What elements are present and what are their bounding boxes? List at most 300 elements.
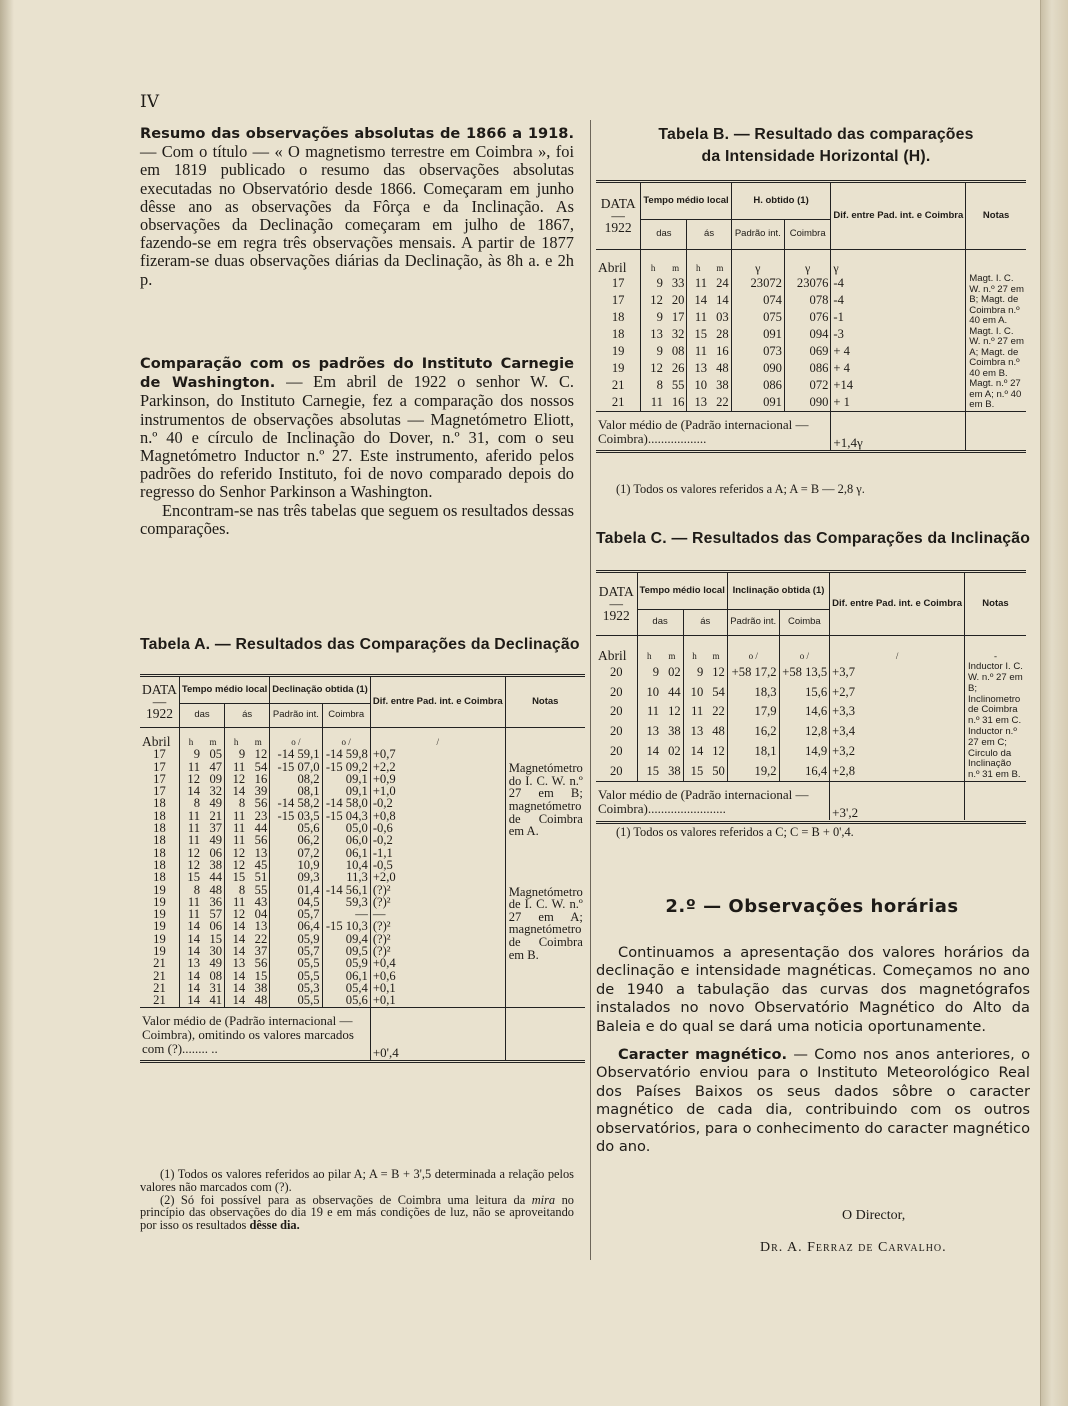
table-c-cell: 48 [705, 722, 727, 742]
table-b-cell: 17 [596, 291, 641, 308]
table-b-row [596, 308, 1026, 325]
table-a-cell: +0,8 [370, 810, 505, 822]
table-c-cell: 20 [596, 682, 637, 702]
table-b-cell: 069 [784, 342, 830, 359]
table-b-cell: 091 [731, 325, 784, 342]
table-a-cell: 14 [232, 919, 246, 934]
table-c-row [596, 682, 1026, 702]
section-2-body [596, 944, 1030, 1156]
table-a-cell: 17 [140, 748, 179, 760]
table-b-cell: 090 [731, 359, 784, 376]
table-a-cell: 8 [238, 796, 246, 811]
table-b-grid [596, 180, 1026, 453]
table-c-cell: 15 [690, 763, 704, 778]
signature-name: Dr. A. Ferraz de Carvalho. [760, 1240, 947, 1255]
table-c-cell: 12 [661, 702, 683, 722]
table-c-tempo-header: Tempo médio local [637, 572, 727, 610]
table-b-cell: 17 [665, 308, 687, 325]
table-c-cell: 20 [596, 722, 637, 742]
table-a-cell: -0,2 [370, 797, 505, 809]
table-a-cell: 12 [187, 845, 200, 860]
table-a-cell: 51 [247, 871, 270, 883]
table-a-cell: 38 [202, 859, 225, 871]
table-b-padrao-header: Padrão int. [731, 220, 784, 250]
table-a-tempo-header: Tempo médio local [179, 676, 269, 704]
table-a-cell: 21 [140, 970, 179, 982]
table-a-cell: +0,4 [370, 957, 505, 969]
table-a-cell: -15 09,2 [322, 761, 370, 773]
table-a-cell: — [322, 908, 370, 920]
table-b-cell: -3 [831, 325, 966, 342]
table-a-cell: 04 [247, 908, 270, 920]
table-b-cell: 22 [709, 394, 731, 412]
table-a-cell: 21 [202, 810, 225, 822]
table-a-cell: 06,1 [322, 970, 370, 982]
table-a-cell: -1,1 [370, 847, 505, 859]
table-b-cell: 10 [694, 377, 708, 392]
table-a-cell: 32 [202, 785, 225, 797]
table-a-cell: -14 59,8 [322, 748, 370, 760]
table-a-footnotes [140, 1168, 574, 1232]
table-c-row [596, 662, 1026, 682]
table-a-unit-m1: m [202, 728, 225, 749]
table-a-cell: 47 [202, 761, 225, 773]
table-a-cell: 05,5 [270, 994, 322, 1007]
table-c-cell: 50 [705, 761, 727, 782]
table-a-cell: +2,2 [370, 761, 505, 773]
table-a-cell: 49 [202, 957, 225, 969]
table-a-cell: 16 [247, 773, 270, 785]
table-a-cell: 05,9 [322, 957, 370, 969]
table-a-cell: 18 [140, 834, 179, 846]
table-a-cell: 11 [233, 821, 246, 836]
table-c-cell: 11 [646, 704, 660, 719]
table-c-cell: +2,7 [830, 682, 965, 702]
table-a-cell: -14 56,1 [322, 884, 370, 896]
table-a-cell: 11,3 [322, 871, 370, 883]
table-a-cell: 14 [232, 944, 246, 959]
table-b-cell: 20 [665, 291, 687, 308]
table-b-month: Abril [596, 250, 641, 275]
table-a-cell: 56 [247, 834, 270, 846]
table-b-mean-label: Valor médio de (Padrão internacional — Coimbra).................. [598, 416, 809, 446]
table-a-cell: +0,7 [370, 748, 505, 760]
table-c-title: Tabela C. — Resultados das Comparações da Inclinação [596, 530, 1031, 547]
table-c-cell: +3,2 [830, 741, 965, 761]
table-c [596, 570, 1028, 824]
table-b-cell: 12 [650, 292, 663, 307]
table-a-notas-header: Notas [532, 695, 559, 707]
table-c-cell: 12 [705, 741, 727, 761]
carnegie-text: — Em abril de 1922 o senhor W. C. Parkinson, do Instituto Carnegie, fez a comparação dos nossos instrumentos de observações absolutas — Magnetómetro Eliott, n.º 40 e círculo de Inclinação do Dover, n.º 31, com o seu Magnetómetro Inductor n.º 27. Este instrumento, aferido pelos padrões do referido Instituto, foi de novo comparado depois do regresso do Senhor Parkinson a Washington. [140, 372, 574, 502]
intro-section [140, 124, 574, 289]
table-b-notes [966, 274, 1026, 411]
caracter-text: — Como nos anos anteriores, o Observatório enviou para o Instituto Meteorológico Real dos Países Baixos os seus dados sôbre o caracter magnético de cada dia, contribuindo com os outros observatórios, para o conhecimento do caracter magnético do ano. [596, 1046, 1031, 1156]
table-c-cell: 02 [661, 662, 683, 682]
table-b-cell: 13 [650, 326, 663, 341]
table-b-unit-g3: γ [831, 250, 966, 275]
table-b-cell: +14 [831, 376, 966, 393]
table-a-cell: (?)² [370, 920, 505, 932]
table-b-row [596, 325, 1026, 342]
table-a-cell: 12 [187, 771, 200, 786]
table-a-cell: 11 [187, 808, 200, 823]
table-a-cell: +0,1 [370, 994, 505, 1007]
table-b-cell: 086 [731, 376, 784, 393]
table-a-cell: 11 [233, 808, 246, 823]
table-a-cell: 11 [187, 833, 200, 848]
table-c-cell: 14 [690, 743, 704, 758]
table-a-cell: 56 [247, 797, 270, 809]
table-b-cell: 12 [650, 360, 663, 375]
table-c-cell: 22 [705, 702, 727, 722]
table-b-cell: 13 [694, 360, 708, 375]
table-a-cell: 12 [232, 857, 246, 872]
table-c-mean-label: Valor médio de (Padrão internacional — Coimbra)........................ [598, 787, 809, 817]
table-b [596, 180, 1028, 453]
table-b-mean-row [596, 411, 1026, 450]
table-a-cell: 13 [232, 956, 246, 971]
table-b-cell: 090 [784, 394, 830, 412]
table-a-cell: -15 10,3 [322, 920, 370, 932]
table-a-cell: 19 [140, 908, 179, 920]
table-a-cell: 05,7 [270, 945, 322, 957]
table-c-padrao-header: Padrão int. [727, 610, 779, 636]
table-a-cell: 14 [187, 944, 200, 959]
table-a-cell: 19 [140, 933, 179, 945]
table-b-row [596, 291, 1026, 308]
table-c-cell: 17,9 [727, 702, 779, 722]
table-a-cell: 06,1 [322, 847, 370, 859]
table-b-cell: 073 [731, 342, 784, 359]
table-a-cell: 09,3 [270, 871, 322, 883]
table-b-cell: 11 [694, 343, 708, 358]
table-a-padrao-header: Padrão int. [270, 704, 322, 728]
table-b-row [596, 394, 1026, 412]
table-a-cell: 15 [247, 970, 270, 982]
table-a-cell: -14 58,2 [270, 797, 322, 809]
table-c-cell: 02 [661, 741, 683, 761]
table-b-unit-g2: γ [784, 250, 830, 275]
table-c-unit-m1: m [661, 636, 683, 663]
table-a-cell: 08,1 [270, 785, 322, 797]
table-b-cell: 23072 [731, 274, 784, 291]
table-b-coimbra-header: Coimbra [784, 220, 830, 250]
table-a-cell: 09 [202, 773, 225, 785]
table-c-cell: 13 [690, 724, 704, 739]
table-a-cell: 21 [140, 982, 179, 994]
table-a-cell: -15 07,0 [270, 761, 322, 773]
table-b-cell: 19 [596, 342, 641, 359]
table-b-as-header: ás [687, 220, 731, 250]
table-b-cell: 32 [665, 325, 687, 342]
table-a-cell: 18 [140, 822, 179, 834]
table-a-cell: 59,3 [322, 896, 370, 908]
table-c-unit-m2: m [705, 636, 727, 663]
table-b-date-header: DATA — 1922 [596, 182, 641, 250]
table-b-cell: + 4 [831, 359, 966, 376]
table-a-cell: 01,4 [270, 884, 322, 896]
table-a-cell: 11 [233, 833, 246, 848]
table-c-cell: 38 [661, 761, 683, 782]
table-b-notas-header: Notas [982, 209, 1010, 221]
table-a-cell: 06,0 [322, 834, 370, 846]
table-a-cell: 13 [247, 920, 270, 932]
scan-shadow [0, 0, 14, 1406]
table-b-cell: 24 [709, 274, 731, 291]
table-a-cell: +0,1 [370, 982, 505, 994]
table-a-cell: 15 [202, 933, 225, 945]
table-a-cell: 36 [202, 896, 225, 908]
table-a-cell: 11 [187, 894, 200, 909]
table-a-cell: 55 [247, 884, 270, 896]
table-a-cell: 19 [140, 884, 179, 896]
table-b-cell: 18 [596, 325, 641, 342]
table-a-cell: 19 [140, 896, 179, 908]
table-a-footnote-1: (1) Todos os valores referidos ao pilar A; A = B + 3',5 determinada a relação pelos valores não marcados com (?). [140, 1167, 574, 1194]
intro-heading: Resumo das observações absolutas de 1866 a 1918. [140, 125, 574, 142]
table-c-cell: 20 [596, 761, 637, 782]
table-a-cell: 14 [187, 980, 200, 995]
signature-role: O Director, [842, 1208, 906, 1223]
table-a-unit-m2: m [247, 728, 270, 749]
table-b-unit-h1: h [650, 263, 656, 273]
table-a-note-1: Magnetómetro do I. C. W. n.º 27 em B; magnetómetro de Coimbra em A. [508, 761, 583, 839]
table-c-unit-h2: h [692, 651, 697, 661]
table-a-cell: 22 [247, 933, 270, 945]
page-edge [1040, 0, 1068, 1406]
table-b-tempo-header: Tempo médio local [641, 182, 731, 220]
section-2-paragraph-2 [596, 1046, 1030, 1156]
table-c-unit-dm1: o / [727, 636, 779, 663]
table-a-cell: -15 03,5 [270, 810, 322, 822]
table-a-mean-value: +0',4 [370, 1007, 505, 1060]
table-c-coimbra-header: Coimba [779, 610, 830, 636]
table-b-obtido-header: H. obtido (1) [731, 182, 831, 220]
table-a-das-header: das [179, 704, 224, 728]
table-b-unit-m1: m [665, 250, 687, 275]
table-a-cell: 9 [193, 747, 200, 762]
table-c-cell: 18,1 [727, 741, 779, 761]
table-a-row [140, 884, 585, 896]
table-b-cell: 03 [709, 308, 731, 325]
table-c-cell: +3,3 [830, 702, 965, 722]
table-a-as-header: ás [225, 704, 270, 728]
table-a-cell: 9 [238, 747, 246, 762]
table-b-cell: 48 [709, 359, 731, 376]
table-a-cell: (?)² [370, 945, 505, 957]
table-c-date-header: DATA — 1922 [596, 572, 637, 636]
table-a-cell: 11 [233, 894, 246, 909]
table-b-cell: 15 [694, 326, 708, 341]
table-a-cell: 14 [232, 931, 246, 946]
table-c-cell: 14,9 [779, 741, 830, 761]
table-b-cell: 9 [656, 275, 663, 290]
table-b-note-2: Magt. I. C. W. n.º 27 em A; Magt. de Coimbra n.º 40 em B. [969, 325, 1024, 379]
table-a-cell: 12 [247, 748, 270, 760]
table-c-footnote: (1) Todos os valores referidos a C; C = B + 0',4. [616, 825, 854, 839]
table-b-cell: 086 [784, 359, 830, 376]
table-c-das-header: das [637, 610, 683, 636]
table-a-cell: 44 [247, 822, 270, 834]
table-c-cell: 18,3 [727, 682, 779, 702]
table-c-cell: 20 [596, 702, 637, 722]
table-c-row [596, 741, 1026, 761]
table-a [140, 674, 583, 1063]
intro-text: — Com o título — « O magnetismo terrestre em Coimbra », foi em 1819 publicado o resumo das observações absolutas executadas no Observatório desde 1866. Começaram em junho dêsse ano as observações da Fôrça e da Inclinação. As observações da Declinação começaram em julho de 1867, fazendo-se em regra três observações mensais. A partir de 1877 fizeram-se duas observações diárias da Declinação, às 8h a. e 2h p. [140, 142, 574, 289]
table-a-date-header: DATA — 1922 [140, 676, 179, 728]
table-b-cell: 094 [784, 325, 830, 342]
table-c-body [596, 662, 1026, 822]
table-a-cell: 05,7 [270, 908, 322, 920]
table-a-cell: 44 [202, 871, 225, 883]
table-a-mean-label: Valor médio de (Padrão internacional — Coimbra), omitindo os valores marcados com (?)........ .. [142, 1012, 354, 1056]
table-a-cell: 18 [140, 847, 179, 859]
table-c-as-header: ás [683, 610, 727, 636]
table-a-cell: 09,1 [322, 785, 370, 797]
table-a-cell: 06 [202, 847, 225, 859]
table-a-unit-h1: h [188, 737, 194, 747]
table-a-mean-row [140, 1007, 585, 1060]
table-a-cell: -0,5 [370, 859, 505, 871]
table-a-cell: 09,5 [322, 945, 370, 957]
table-c-cell: 20 [596, 662, 637, 682]
table-c-unit-notas: - [994, 651, 997, 661]
table-a-cell: 10,4 [322, 859, 370, 871]
table-b-footnote: (1) Todos os valores referidos a A; A = B — 2,8 γ. [616, 482, 865, 496]
table-a-cell: 14 [187, 931, 200, 946]
column-divider [590, 120, 591, 1260]
table-a-cell: 57 [202, 908, 225, 920]
table-a-cell: 48 [247, 994, 270, 1007]
table-a-cell: 11 [187, 821, 200, 836]
table-b-note-1: Magt. I. C. W. n.º 27 em B; Magt. de Coimbra n.º 40 em A. [969, 273, 1024, 327]
table-b-cell: 55 [665, 376, 687, 393]
table-a-cell: 05,9 [270, 933, 322, 945]
table-c-row [596, 722, 1026, 742]
table-a-cell: 18 [140, 797, 179, 809]
table-a-cell: 12 [187, 857, 200, 872]
table-a-cell: 8 [193, 882, 200, 897]
table-a-cell: 30 [202, 945, 225, 957]
table-b-cell: 16 [709, 342, 731, 359]
table-c-cell: 10 [646, 684, 660, 699]
table-c-dif-header: Dif. entre Pad. int. e Coimbra [830, 572, 965, 636]
table-b-unit-m2: m [709, 250, 731, 275]
carnegie-paragraph [140, 354, 574, 502]
table-a-month: Abril [140, 728, 179, 749]
table-a-cell: 05,5 [270, 957, 322, 969]
table-b-cell: 21 [596, 376, 641, 393]
table-b-cell: 08 [665, 342, 687, 359]
table-a-cell: 19 [140, 945, 179, 957]
table-c-grid [596, 570, 1026, 824]
table-a-cell: 21 [140, 994, 179, 1007]
table-c-cell: 12,8 [779, 722, 830, 742]
table-a-cell: 17 [140, 785, 179, 797]
table-b-cell: 9 [656, 343, 663, 358]
table-a-cell: 05,5 [270, 970, 322, 982]
table-a-cell: +1,0 [370, 785, 505, 797]
table-b-row [596, 359, 1026, 376]
table-b-body [596, 274, 1026, 452]
table-b-row [596, 376, 1026, 393]
table-c-unit-dif: / [830, 636, 965, 663]
table-a-cell: 12 [232, 845, 246, 860]
table-b-mean-value: +1,4γ [831, 411, 966, 450]
table-a-footnote-2: (2) Só foi possível para as observações de Coimbra uma leitura da mira no princípio das observações do dia 19 e em más condições de luz, não se aproveitando por isso os resultados dêsse dia. [140, 1192, 574, 1233]
table-b-cell: 23076 [784, 274, 830, 291]
page-number: IV [140, 92, 159, 112]
table-a-grid [140, 674, 585, 1063]
table-a-cell: 19 [140, 920, 179, 932]
table-b-cell: 18 [596, 308, 641, 325]
table-c-cell: +3,4 [830, 722, 965, 742]
table-b-cell: 8 [656, 377, 663, 392]
table-a-cell: 05,0 [322, 822, 370, 834]
table-a-cell: 12 [232, 771, 246, 786]
table-c-cell: 9 [652, 665, 660, 680]
table-c-mean-value: +3',2 [830, 782, 965, 821]
table-a-cell: 31 [202, 982, 225, 994]
table-c-cell: 14,6 [779, 702, 830, 722]
closing-paragraph: Encontram-se nas três tabelas que seguem os resultados dessas comparações. [140, 500, 574, 538]
table-a-cell: -0,6 [370, 822, 505, 834]
table-a-cell: 13 [247, 847, 270, 859]
table-a-cell: 39 [247, 785, 270, 797]
table-c-notas-header: Notas [982, 597, 1009, 609]
table-a-cell: 14 [232, 980, 246, 995]
section-2-paragraph-1: Continuamos a apresentação dos valores horários da declinação e intensidade magnéticas. Começamos no ano de 1940 a tabulação das curvas dos magnetógrafos instalados no novo Observatório Magnético do Alto da Baleia e do qual se dará uma noticia oportunamente. [596, 944, 1030, 1035]
table-c-cell: 16,4 [779, 761, 830, 782]
table-a-cell: 38 [247, 982, 270, 994]
table-c-unit-h1: h [647, 651, 652, 661]
table-c-mean-row [596, 782, 1026, 821]
table-a-cell: 17 [140, 773, 179, 785]
table-a-cell: 09,1 [322, 773, 370, 785]
table-b-cell: 26 [665, 359, 687, 376]
table-c-cell: +3,7 [830, 662, 965, 682]
table-c-cell: 13 [646, 724, 660, 739]
carnegie-heading: Comparação com os padrões do Instituto Carnegie de Washington. [140, 355, 574, 392]
table-b-das-header: das [641, 220, 687, 250]
table-b-cell: 078 [784, 291, 830, 308]
table-b-cell: -4 [831, 274, 966, 291]
table-b-cell: 091 [731, 394, 784, 412]
table-b-row [596, 274, 1026, 291]
table-a-cell: 48 [202, 884, 225, 896]
table-a-cell: 11 [233, 759, 246, 774]
table-a-cell: 43 [247, 896, 270, 908]
table-a-cell: 14 [232, 968, 246, 983]
table-b-title: Tabela B. — Resultado das comparações da Intensidade Horizontal (H). [658, 126, 974, 165]
table-a-cell: (?)² [370, 884, 505, 896]
table-b-cell: 13 [694, 395, 708, 409]
table-a-cell: 8 [193, 796, 200, 811]
table-a-note-2: Magnetómetro de I. C. W. n.º 27 em A; magnetómetro de Coimbra em B. [508, 884, 583, 962]
table-c-note: Inductor I. C. W. n.º 27 em B; Inclinometro de Coimbra n.º 31 em C. Inductor n.º 27 em C; Circulo da Inclinação n.º 31 em B. [968, 661, 1023, 781]
table-a-cell: 37 [247, 945, 270, 957]
table-c-obtida-header: Inclinação obtida (1) [727, 572, 829, 610]
table-a-cell: 14 [187, 919, 200, 934]
table-b-cell: + 4 [831, 342, 966, 359]
table-a-cell: 18 [140, 859, 179, 871]
table-b-row [596, 342, 1026, 359]
table-b-cell: 14 [694, 292, 708, 307]
table-a-cell: 49 [202, 797, 225, 809]
table-b-cell: 11 [694, 309, 708, 324]
table-a-cell: 11 [187, 907, 200, 922]
